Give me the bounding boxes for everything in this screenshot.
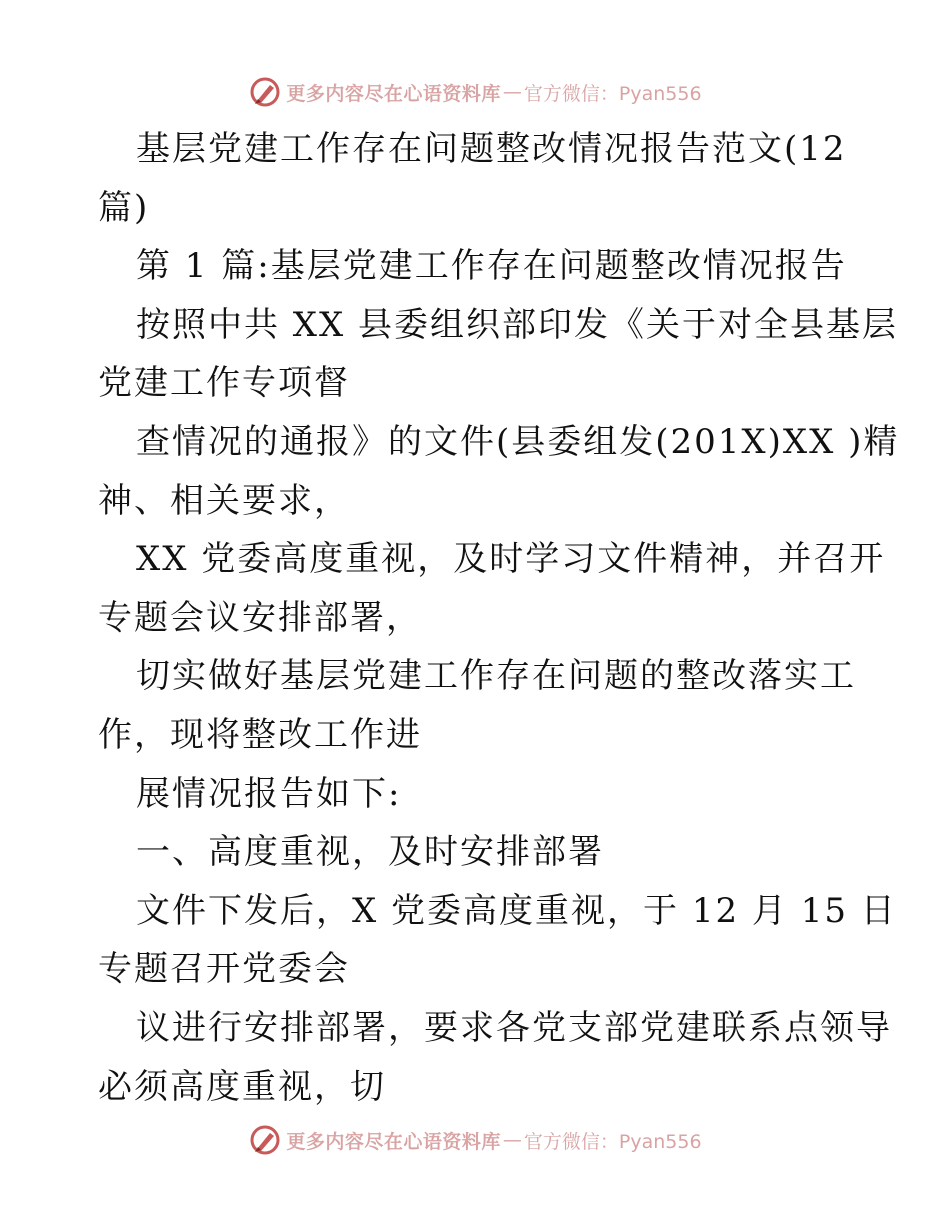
paragraph-line: 党建工作专项督 — [98, 363, 350, 404]
pen-logo-icon — [248, 1123, 282, 1157]
subsection-heading: 一、高度重视，及时安排部署 — [136, 832, 604, 873]
pen-logo-icon — [248, 75, 282, 109]
watermark-separator: — — [502, 81, 522, 103]
paragraph-line: 作，现将整改工作进 — [98, 714, 422, 755]
watermark-wechat-text: 官方微信：Pyan556 — [523, 82, 702, 105]
watermark-site-text: 更多内容尽在心语资料库 — [286, 82, 501, 105]
header-watermark — [0, 72, 950, 112]
watermark-separator: — — [502, 1129, 522, 1151]
paragraph-line: XX 党委高度重视，及时学习文件精神，并召开 — [136, 539, 886, 580]
paragraph-line: 按照中共 XX 县委组织部印发《关于对全县基层 — [136, 304, 899, 345]
paragraph-line: 切实做好基层党建工作存在问题的整改落实工 — [136, 656, 856, 697]
paragraph-line: 议进行安排部署，要求各党支部党建联系点领导 — [136, 1007, 892, 1048]
section-heading: 第 1 篇:基层党建工作存在问题整改情况报告 — [136, 246, 847, 287]
document-title-line-2: 篇) — [98, 187, 150, 228]
paragraph-line: 展情况报告如下: — [136, 773, 402, 814]
watermark-site-text: 更多内容尽在心语资料库 — [286, 1130, 501, 1153]
paragraph-line: 必须高度重视，切 — [98, 1066, 386, 1107]
watermark-wechat-text: 官方微信：Pyan556 — [523, 1130, 702, 1153]
footer-watermark — [0, 1120, 950, 1160]
paragraph-line: 专题会议安排部署， — [98, 597, 422, 638]
paragraph-line: 神、相关要求， — [98, 480, 350, 521]
document-title-line-1: 基层党建工作存在问题整改情况报告范文(12 — [136, 129, 847, 169]
document-body — [98, 120, 900, 1116]
paragraph-line: 文件下发后，X 党委高度重视，于 12 月 15 日 — [136, 890, 897, 931]
paragraph-line: 查情况的通报》的文件(县委组发(201X)XX )精 — [136, 421, 900, 462]
paragraph-line: 专题召开党委会 — [98, 949, 350, 990]
